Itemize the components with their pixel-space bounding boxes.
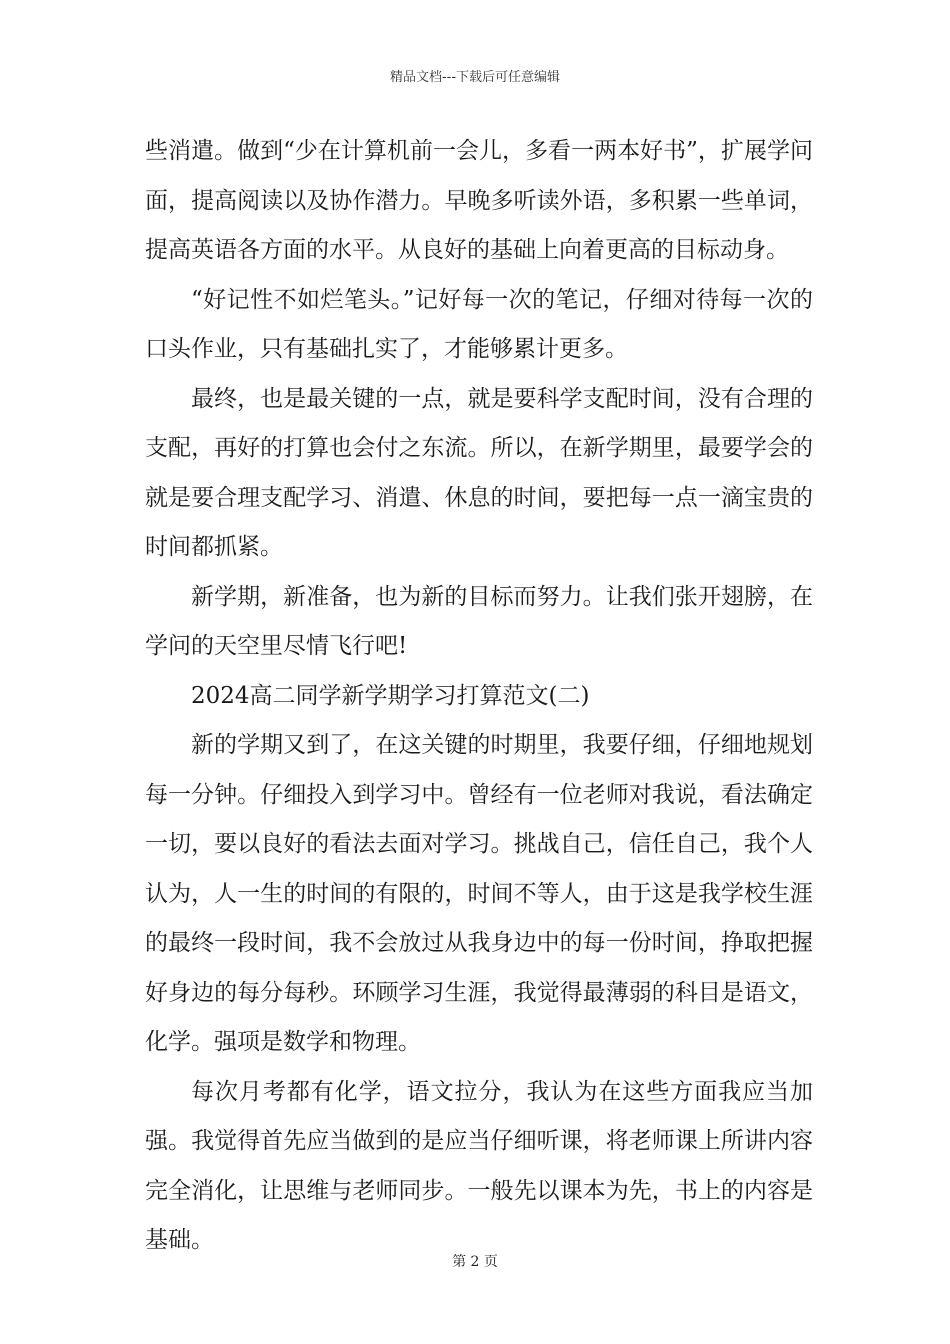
paragraph: 些消遣。做到“少在计算机前一会儿，多看一两本好书”，扩展学问面，提高阅读以及协作潜力。早晚多听读外语，多积累一些单词，提高英语各方面的水平。从良好的基础上向着更高的目标动身。 <box>145 138 813 263</box>
section-heading: 2024高二同学新学期学习打算范文(二) <box>191 682 590 709</box>
paragraph: 新的学期又到了，在这关键的时期里，我要仔细，仔细地规划每一分钟。仔细投入到学习中。曾经有一位老师对我说，看法确定一切，要以良好的看法去面对学习。挑战自己，信任自己，我个人认为，人一生的时间的有限的，时间不等人，由于这是我学校生涯的最终一段时间，我不会放过从我身边中的每一份时间，挣取把握好身边的每分每秒。环顾学习生涯，我觉得最薄弱的科目是语文，化学。强项是数学和物理。 <box>145 732 813 1055</box>
paragraph: “好记性不如烂笔头。”记好每一次的笔记，仔细对待每一次的口头作业，只有基础扎实了，才能够累计更多。 <box>145 286 813 362</box>
paragraph: 新学期，新准备，也为新的目标而努力。让我们张开翅膀，在学问的天空里尽情飞行吧! <box>145 583 813 659</box>
paragraph: 每次月考都有化学，语文拉分，我认为在这些方面我应当加强。我觉得首先应当做到的是应当仔细听课，将老师课上所讲内容完全消化，让思维与老师同步。一般先以课本为先，书上的内容是基础。 <box>145 1078 813 1253</box>
page-number: 第 2 页 <box>452 1254 498 1270</box>
page-header: 精品文档---下载后可任意编辑 <box>389 70 561 85</box>
document-body <box>145 127 813 1266</box>
paragraph: 最终，也是最关键的一点，就是要科学支配时间，没有合理的支配，再好的打算也会付之东流。所以，在新学期里，最要学会的就是要合理支配学习、消遣、休息的时间，要把每一点一滴宝贵的时间都抓紧。 <box>145 385 813 560</box>
